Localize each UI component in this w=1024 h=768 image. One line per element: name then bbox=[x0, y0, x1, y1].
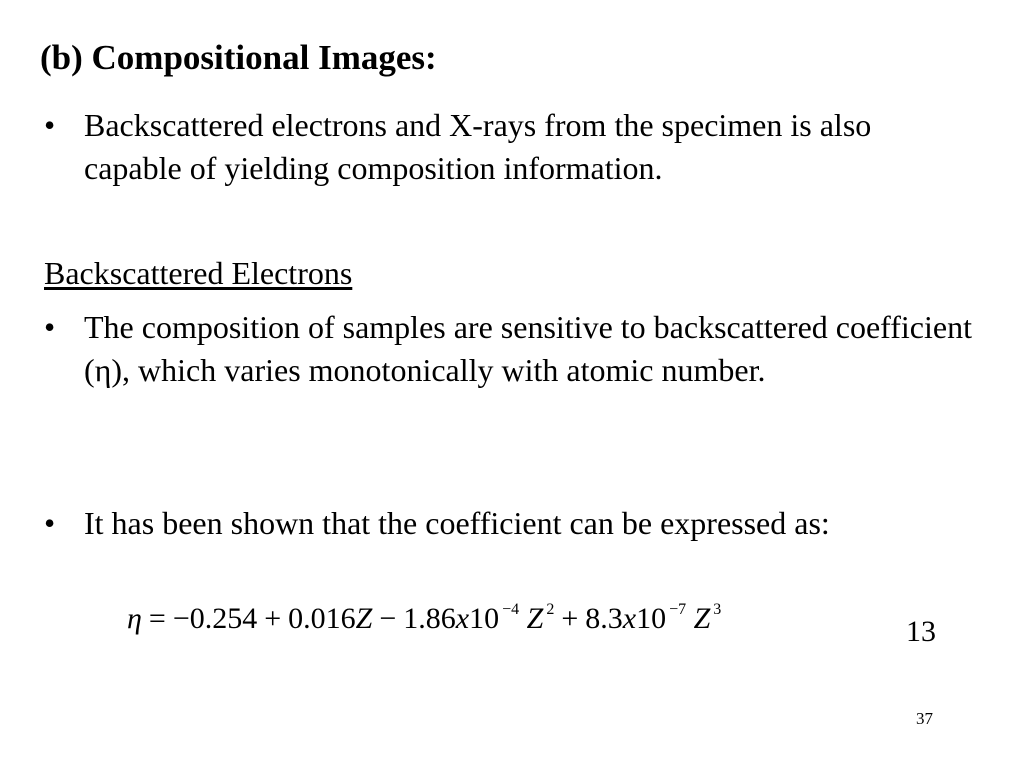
bullet-marker: • bbox=[44, 309, 56, 345]
bullet-item-3 bbox=[44, 502, 974, 545]
bullet-marker: • bbox=[44, 505, 56, 541]
bullet-text-3: It has been shown that the coefficient can be expressed as: bbox=[84, 505, 830, 541]
slide-title: (b) Compositional Images: bbox=[40, 38, 437, 77]
eq-base-3: 10 bbox=[636, 602, 667, 635]
eq-quadratic-coefficient: 1.86 bbox=[403, 602, 456, 635]
section-subheading: Backscattered Electrons bbox=[44, 255, 353, 291]
eq-cubic-coefficient: 8.3 bbox=[585, 602, 623, 635]
eq-base-2: 10 bbox=[469, 602, 500, 635]
eq-z-cubic: Z bbox=[693, 602, 711, 635]
eq-plus-3: + bbox=[561, 602, 579, 635]
eq-constant-term: 0.254 bbox=[189, 602, 258, 635]
page-number: 37 bbox=[916, 709, 933, 728]
eq-equals: = bbox=[148, 602, 166, 635]
equation-number: 13 bbox=[906, 615, 936, 648]
eq-times-x-2: x bbox=[455, 602, 470, 635]
eq-times-x-3: x bbox=[622, 602, 637, 635]
eq-exponent-3: −7 bbox=[669, 601, 687, 618]
bullet-text-1: Backscattered electrons and X-rays from the specimen is also capable of yielding composition information. bbox=[84, 107, 872, 186]
eq-z-linear: Z bbox=[355, 602, 373, 635]
eq-minus-2: − bbox=[379, 602, 397, 635]
eq-z-quadratic: Z bbox=[526, 602, 544, 635]
eq-power-3: 3 bbox=[713, 601, 722, 618]
bullet-marker: • bbox=[44, 107, 56, 143]
eq-eta: η bbox=[127, 602, 142, 635]
eq-power-2: 2 bbox=[546, 601, 555, 618]
eq-plus-1: + bbox=[264, 602, 282, 635]
bullet-item-1 bbox=[44, 104, 974, 190]
bullet-text-2: The composition of samples are sensitive to backscattered coefficient (η), which varies monotonically with atomic number. bbox=[84, 309, 972, 388]
bullet-item-2 bbox=[44, 306, 974, 392]
eq-exponent-2: −4 bbox=[502, 601, 520, 618]
eq-negative-sign: − bbox=[172, 602, 190, 635]
eq-linear-coefficient: 0.016 bbox=[288, 602, 356, 635]
backscatter-coefficient-equation bbox=[127, 596, 721, 642]
